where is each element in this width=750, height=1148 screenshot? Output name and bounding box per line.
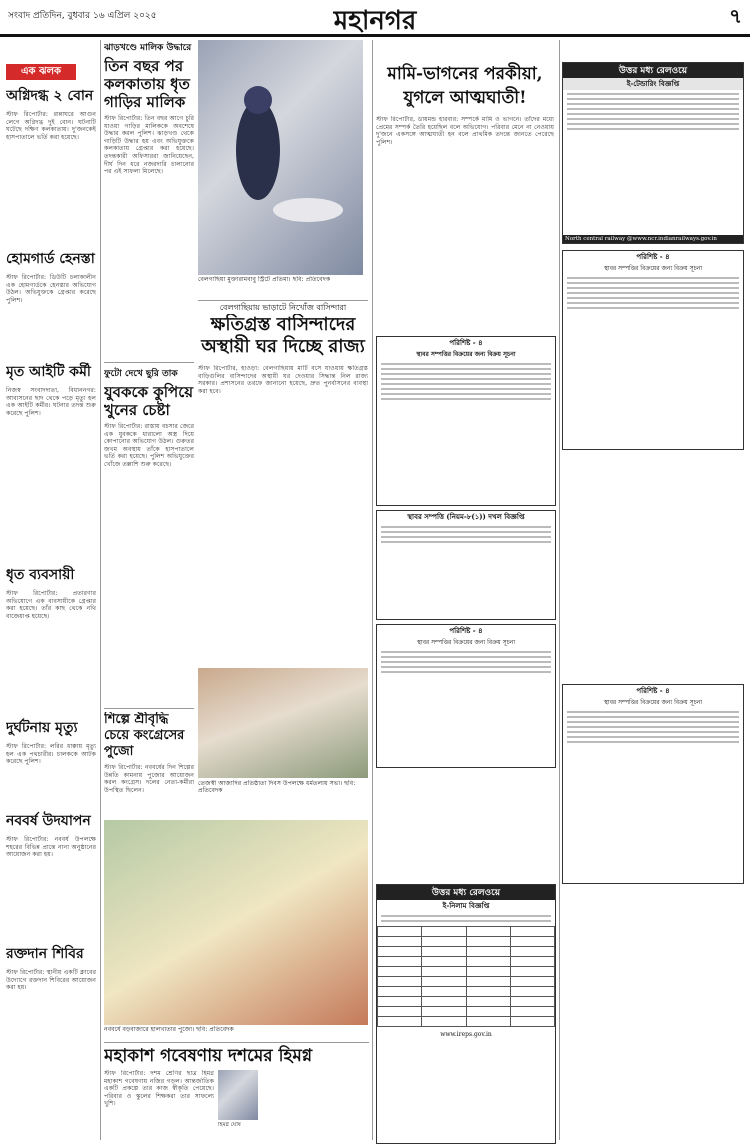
car-kicker: ঝাড়খণ্ডে মালিক উদ্ধারে [104,43,192,53]
railway-tender-ad [562,62,744,244]
page-number: ৭ [728,4,742,28]
section-rule [104,708,194,709]
section-title: মহানগর [333,6,417,34]
tender-ad [376,624,556,768]
tender-ad [562,250,744,450]
idol-figure-icon [198,40,363,275]
rally-photo [198,668,368,778]
brief-title: রক্তদান শিবির [6,946,84,962]
brief-title: মৃত আইটি কর্মী [6,364,91,380]
brief-title: হোমগার্ড হেনস্তা [6,251,95,267]
ek-jhalak-tag: এক ঝলক [6,64,76,80]
stab-headline: যুবককে কুপিয়ে খুনের চেষ্টা [104,383,194,419]
ad-subtitle: ই-টেন্ডারিং বিজ্ঞপ্তি [563,78,743,90]
building-kicker: বেলগাছিয়ায় ভাড়াটে নিখোঁজ বাসিন্দারা [219,303,347,312]
railway-auction-ad [376,884,556,1144]
dateline: সংবাদ প্রতিদিন, বুধবার ১৬ এপ্রিল ২০২৫ [8,11,157,21]
ad-footer: www.ireps.gov.in [440,1031,492,1038]
section-rule [104,1042,369,1043]
car-headline: তিন বছর পর কলকাতায় ধৃত গাড়ির মালিক [104,57,190,111]
ad-footer: North central railway @www.ncr.indianrailways.gov.in [563,235,743,243]
car-story [104,40,194,360]
building-body: স্টাফ রিপোর্টার, হাওড়া: বেলগাছিয়ায় মাটি বসে যাওয়ায় ক্ষতিগ্রস্ত বাড়িগুলির বাসিন্দাদের অস্থায়ী ঘর দেওয়ার সিদ্ধান্ত নিল রাজ্য সরকার। প্রশাসনের তরফে জানানো হয়েছে, দ্রুত পুনর্বাসনের ব্যবস্থা করা হবে। [198,365,368,395]
stab-story [104,366,194,686]
brief-body: নিজস্ব সংবাদদাতা, বিধাননগর: আবাসনের ছাদ থেকে পড়ে মৃত্যু হল এক আইটি কর্মীর। ঘটনার তদন্ত শুরু করেছে পুলিশ। [6,387,96,417]
puja-body: স্টাফ রিপোর্টার: নববর্ষের দিন শিল্পের উন্নতি কামনায় পুজোর আয়োজন করল কংগ্রেস। দলের নেতা-কর্মীরা উপস্থিত ছিলেন। [104,764,194,794]
tender-ad [562,684,744,884]
brief-column [6,84,96,1144]
idol-caption: বেলগাছিয়া মুক্তারামবাবু স্ট্রিটে প্রতিমা। ছবি: প্রতিবেদক [198,276,331,283]
brief-title: অগ্নিদগ্ধ ২ বোন [6,88,94,104]
brief-title: নববর্ষ উদযাপন [6,813,91,829]
tender-ad [376,336,556,506]
new-year-photo [104,820,368,1025]
space-headline: মহাকাশ গবেষণায় দশমের হিমগ্ন [104,1046,313,1066]
brief-body: স্টাফ রিপোর্টার: প্রতারণার অভিযোগে এক ব্যবসায়ীকে গ্রেপ্তার করা হয়েছে। তাঁর কাছ থেকে নথি বাজেয়াপ্ত হয়েছে। [6,590,96,620]
student-caption: হিমগ্ন ঘোষ [218,1122,241,1128]
brief-body: স্টাফ রিপোর্টার: রান্নাঘরে আগুন লেগে অগ্নিদগ্ধ দুই বোন। ঘটনাটি ঘটেছে দক্ষিণ কলকাতায়। দু'জনকেই হাসপাতালে ভর্তি করা হয়েছে। [6,111,96,141]
brief-body: স্টাফ রিপোর্টার: ডিউটি চলাকালীন এক হোমগার্ডকে হেনস্তার অভিযোগ উঠল। অভিযুক্তকে গ্রেপ্তার করেছে পুলিশ। [6,274,96,304]
brief-body: স্টাফ রিপোর্টার: স্থানীয় একটি ক্লাবের উদ্যোগে রক্তদান শিবিরের আয়োজন করা হয়। [6,969,96,992]
stab-body: স্টাফ রিপোর্টার: রাস্তায় বচসার জেরে এক যুবককে ধারালো অস্ত্র দিয়ে কোপানোর অভিযোগ উঠল। গুরুতর জখম অবস্থায় তাঁকে হাসপাতালে ভর্তি করা হয়েছে। পুলিশ অভিযুক্তের খোঁজে তল্লাশি শুরু করেছে। [104,423,194,468]
idol-photo [198,40,363,275]
column-divider [100,40,101,1140]
ad-title: স্থাবর সম্পত্তি (নিয়ম-৮(১)) দখল বিজ্ঞপ্তি [407,512,525,521]
brief-body: স্টাফ রিপোর্টার: নববর্ষ উপলক্ষে শহরের বিভিন্ন প্রান্তে নানা অনুষ্ঠানের আয়োজন করা হয়। [6,836,96,859]
auction-table [377,926,555,1027]
section-rule [198,300,368,301]
rally-caption: তেজস্বী আজাদির প্রতিষ্ঠাতা দিবস উপলক্ষে ধর্মতলায় সভা। ছবি: প্রতিবেদক [198,780,356,795]
ad-title: পরিশিষ্ট - ৪ [449,626,483,635]
space-body-continued [262,1070,369,1146]
header-rule [0,34,750,37]
ad-subtitle: স্থাবর সম্পত্তির বিক্রয়ের জন্য বিক্রয় সূচনা [603,265,703,272]
stab-kicker: ফুটো দেখে ছুরি তাক [104,369,178,379]
ad-title: পরিশিষ্ট - ৪ [636,252,670,261]
brief-title: দুর্ঘটনায় মৃত্যু [6,720,78,736]
puja-story [104,712,194,822]
ad-subtitle: স্থাবর সম্পত্তির বিক্রয়ের জন্য বিক্রয় সূচনা [603,699,703,706]
brief-title: ধৃত ব্যবসায়ী [6,567,75,583]
ad-subtitle: ই-নিলাম বিজ্ঞপ্তি [442,901,490,910]
section-rule [104,362,194,363]
puja-headline: শিল্পে শ্রীবৃদ্ধি চেয়ে কংগ্রেসের পুজো [104,712,185,759]
building-headline: ক্ষতিগ্রস্ত বাসিন্দাদের অস্থায়ী ঘর দিচ্ছে রাজ্য [201,314,365,357]
suicide-headline: মামি-ভাগনের পরকীয়া, যুগলে আত্মঘাতী! [387,64,543,108]
ad-title: উত্তর মধ্য রেলওয়ে [377,885,555,900]
suicide-body: স্টাফ রিপোর্টার, ডায়মন্ড হারবার: সম্পর্কে মামি ও ভাগনে। তাঁদের মধ্যে প্রেমের সম্পর্ক তৈরি হয়েছিল বলে অভিযোগ। পরিবার মেনে না নেওয়ায় দু'জনে একসঙ্গে আত্মঘাতী হন বলে প্রাথমিক তদন্তে জানতে পেরেছে পুলিশ। [376,116,554,146]
car-body: স্টাফ রিপোর্টার: তিন বছর আগে চুরি যাওয়া গাড়ির মালিককে অবশেষে উদ্ধার করল পুলিশ। ঝাড়খণ্ড থেকে গাড়িটি উদ্ধার হয় এবং অভিযুক্তকে কলকাতায় গ্রেপ্তার করা হয়েছে। তদন্তকারী অফিসাররা জানিয়েছেন, দীর্ঘ দিন ধরে নজরদারি চালানোর পর এই সাফল্য মিলেছে। [104,115,194,176]
ad-title: পরিশিষ্ট - ৪ [636,686,670,695]
possession-ad [376,510,556,620]
ad-title: পরিশিষ্ট - ৪ [377,337,555,349]
space-body: স্টাফ রিপোর্টার: দশম শ্রেণির ছাত্র হিমগ্ন মহাকাশ গবেষণায় নজির গড়ল। আন্তর্জাতিক একটি প্রকল্পে তার কাজ স্বীকৃতি পেয়েছে। পরিবার ও স্কুলের শিক্ষকরা তার সাফল্যে খুশি। [104,1070,214,1108]
ad-title: উত্তর মধ্য রেলওয়ে [563,63,743,78]
column-divider [372,40,373,1140]
ad-subtitle: স্থাবর সম্পত্তির বিক্রয়ের জন্য বিক্রয় সূচনা [416,351,516,358]
brief-body: স্টাফ রিপোর্টার: লরির ধাক্কায় মৃত্যু হল এক পথচারীর। চালককে আটক করেছে পুলিশ। [6,743,96,766]
new-year-caption: নববর্ষে বড়বাজারে হালখাতার পুজো। ছবি: প্রতিবেদক [104,1026,234,1033]
ad-subtitle: স্থাবর সম্পত্তির বিক্রয়ের জন্য বিক্রয় সূচনা [416,639,516,646]
column-divider [559,40,560,1140]
student-photo [218,1070,258,1120]
